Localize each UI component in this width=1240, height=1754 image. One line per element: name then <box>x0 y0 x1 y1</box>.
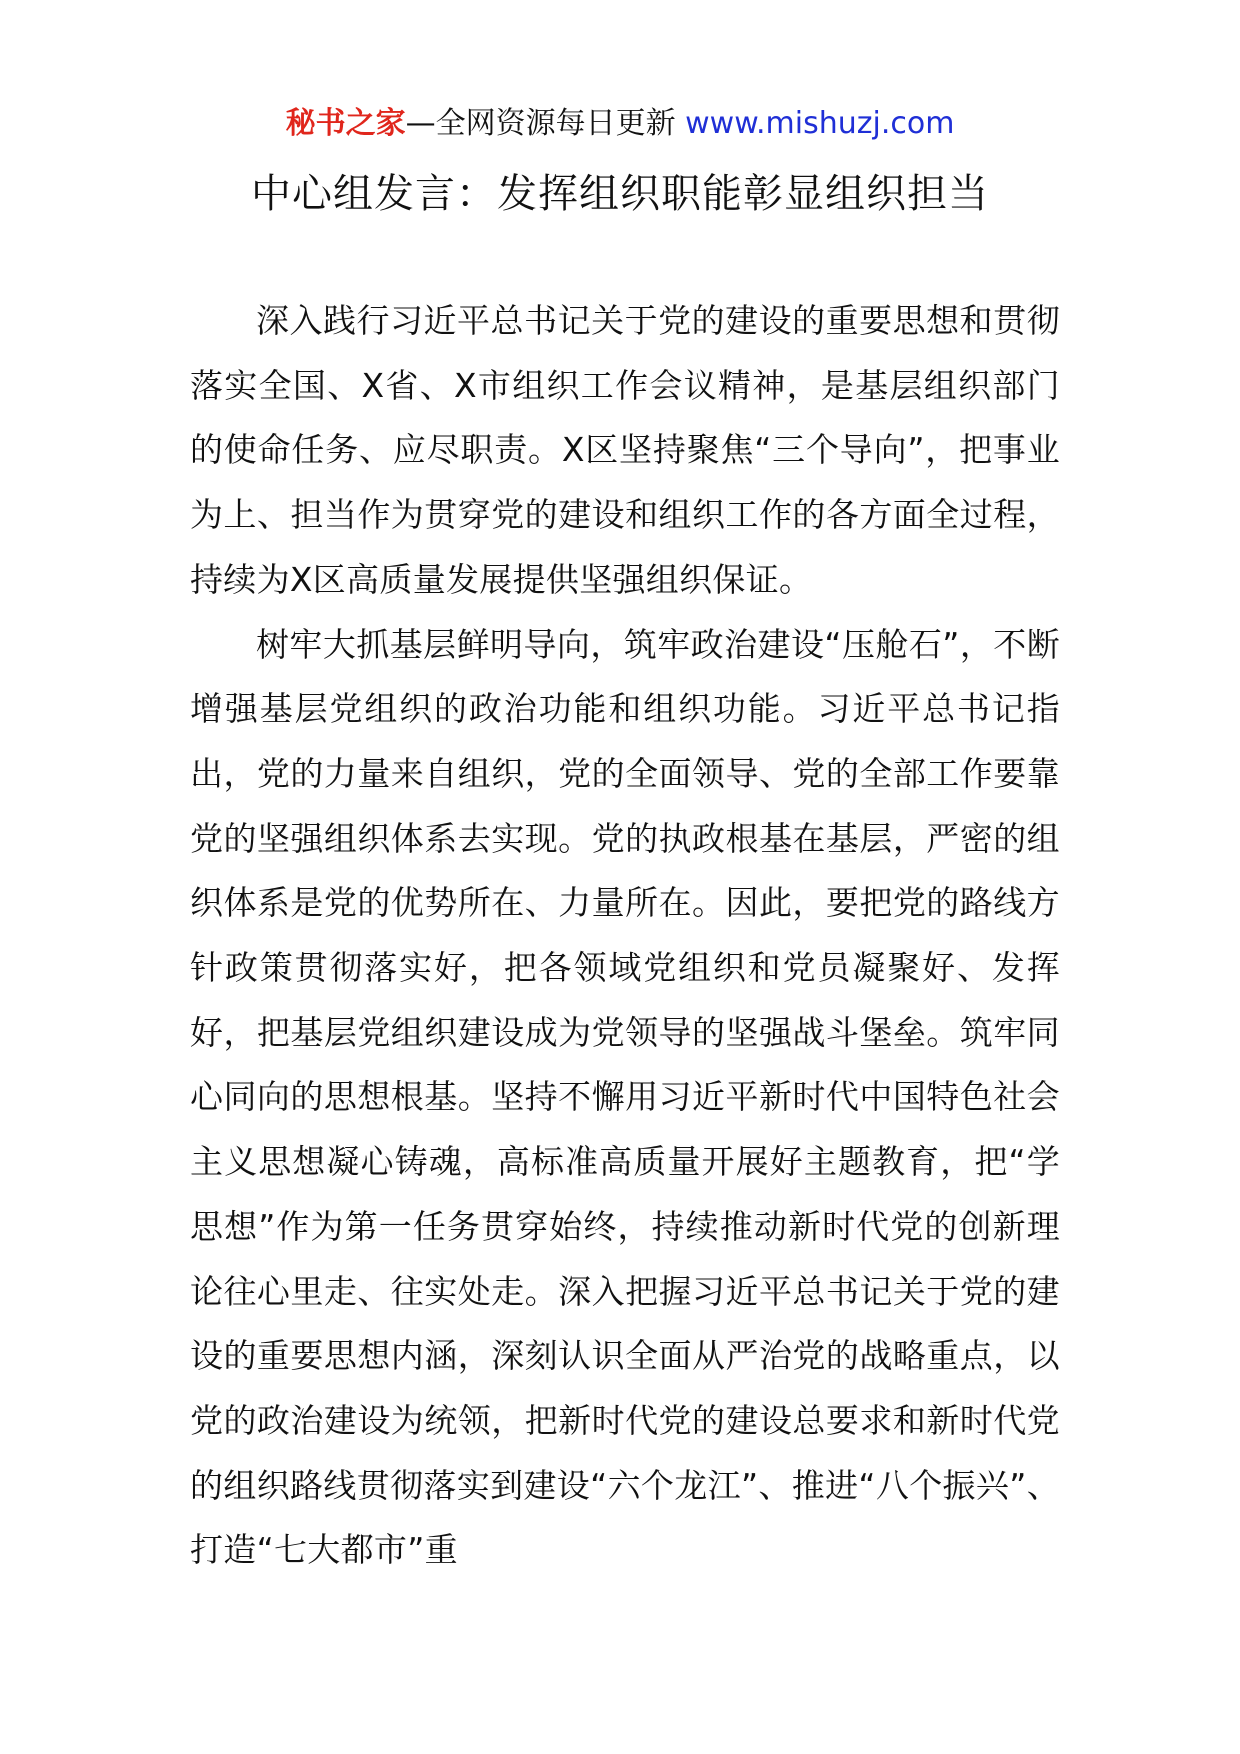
site-header <box>0 104 1240 144</box>
site-url-link[interactable]: www.mishuzj.com <box>685 106 955 141</box>
paragraph-grassroots: 树牢大抓基层鲜明导向，筑牢政治建设“压舱石”，不断增强基层党组织的政治功能和组织功能。习近平总书记指出，党的力量来自组织，党的全面领导、党的全部工作要靠党的坚强组织体系去实现。党的执政根基在基层，严密的组织体系是党的优势所在、力量所在。因此，要把党的路线方针政策贯彻落实好，把各领域党组织和党员凝聚好、发挥好，把基层党组织建设成为党领导的坚强战斗堡垒。筑牢同心同向的思想根基。坚持不懈用习近平新时代中国特色社会主义思想凝心铸魂，高标准高质量开展好主题教育，把“学思想”作为第一任务贯穿始终，持续推动新时代党的创新理论往心里走、往实处走。深入把握习近平总书记关于党的建设的重要思想内涵，深刻认识全面从严治党的战略重点，以党的政治建设为统领，把新时代党的建设总要求和新时代党的组织路线贯彻落实到建设“六个龙江”、推进“八个振兴”、打造“七大都市”重 <box>190 624 1060 1570</box>
document-title: 中心组发言：发挥组织职能彰显组织担当 <box>251 171 989 217</box>
paragraph-intro: 深入践行习近平总书记关于党的建设的重要思想和贯彻落实全国、X省、X市组织工作会议精神，是基层组织部门的使命任务、应尽职责。X区坚持聚焦“三个导向”，把事业为上、担当作为贯穿党的建设和组织工作的各方面全过程，持续为X区高质量发展提供坚强组织保证。 <box>190 301 1060 599</box>
site-brand: 秘书之家 <box>285 106 406 141</box>
document-body <box>190 289 1060 1583</box>
site-tagline: —全网资源每日更新 <box>405 106 686 141</box>
